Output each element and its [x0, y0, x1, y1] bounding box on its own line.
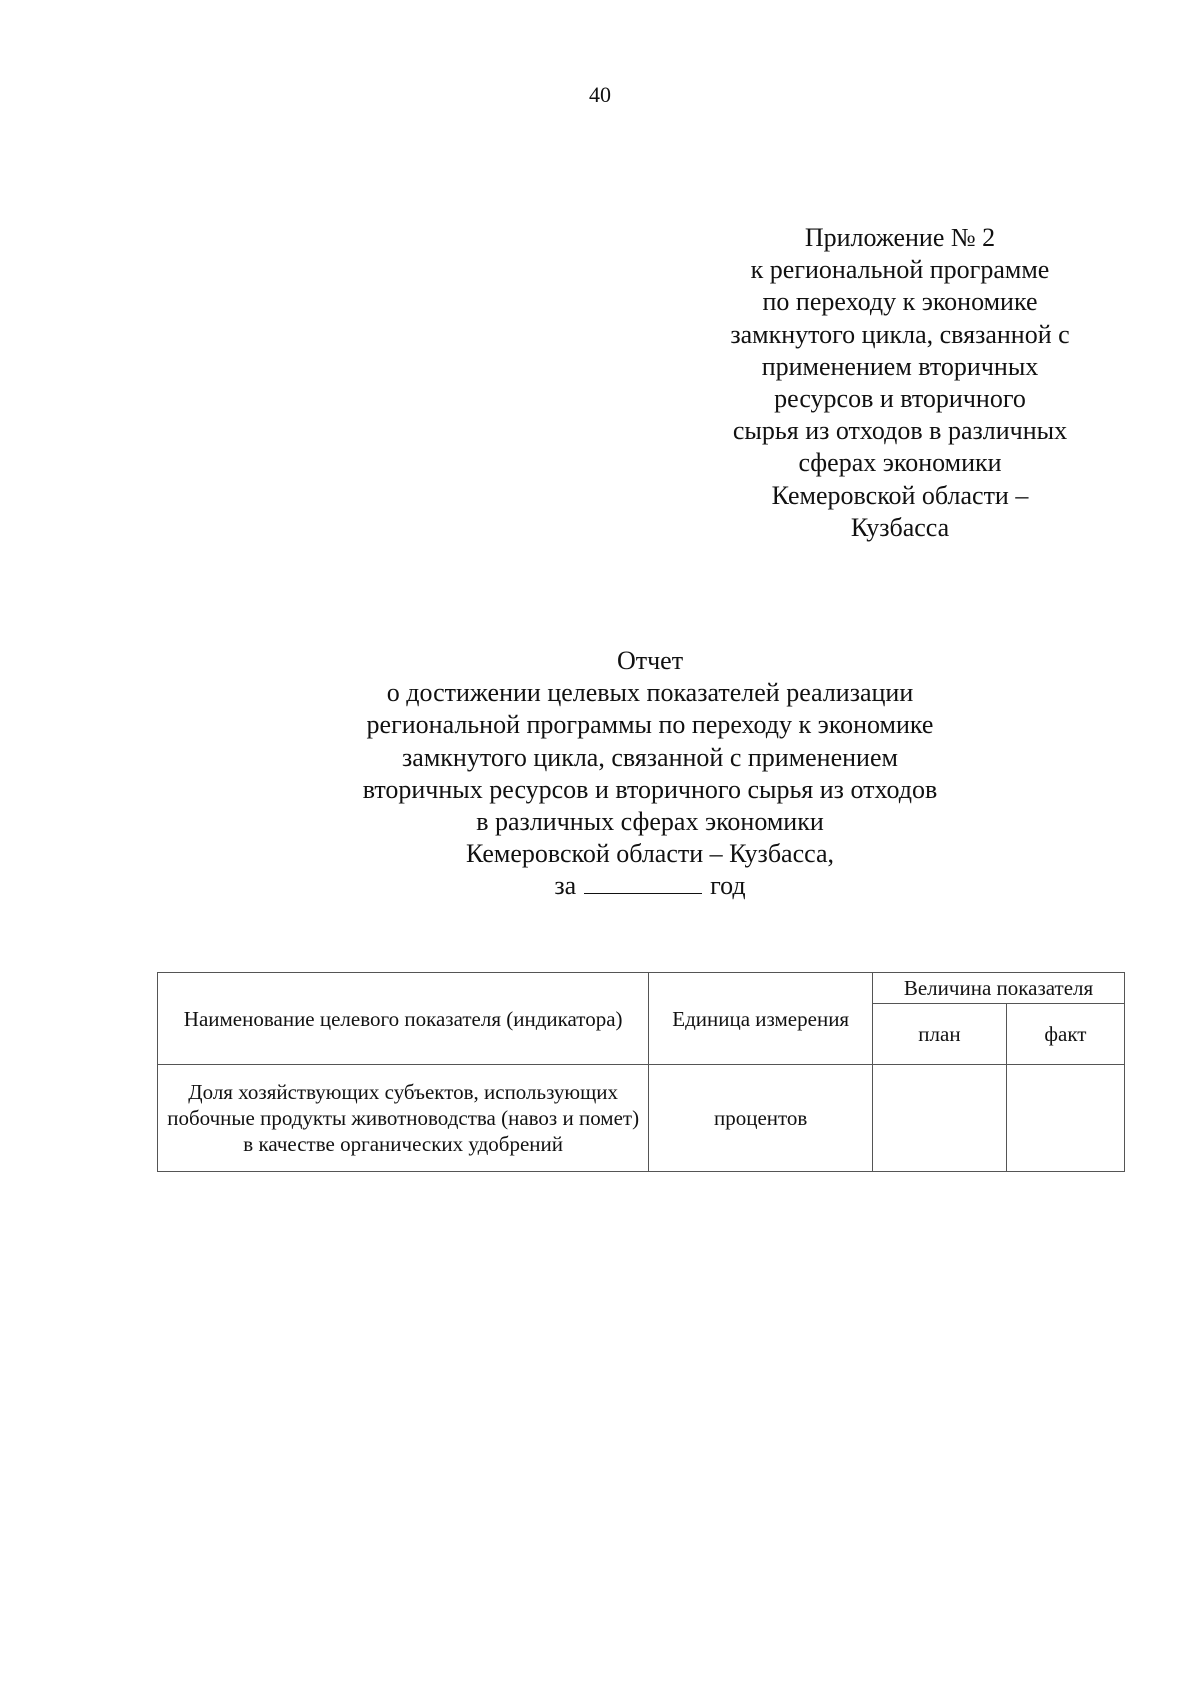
report-title-line: замкнутого цикла, связанной с применением — [402, 742, 898, 772]
report-period-suffix: год — [710, 871, 746, 901]
appendix-line: применением вторичных — [761, 351, 1039, 381]
report-title-line: в различных сферах экономики — [476, 807, 824, 837]
report-period-prefix: за — [554, 871, 577, 901]
indicator-name-cell: Доля хозяйствующих субъектов, использующих побочные продукты животноводства (навоз и помет) в качестве органических удобрений — [158, 1065, 649, 1172]
report-title-line: региональной программы по переходу к экономике — [366, 710, 934, 740]
appendix-line: к региональной программе — [750, 255, 1050, 285]
header-plan: план — [873, 1004, 1007, 1065]
table-row — [158, 1065, 1125, 1172]
appendix-line: замкнутого цикла, связанной с — [730, 319, 1070, 349]
report-title-line: вторичных ресурсов и вторичного сырья из отходов — [362, 774, 938, 804]
indicator-unit-cell: процентов — [649, 1065, 873, 1172]
report-title — [300, 645, 1000, 903]
indicator-plan-cell — [873, 1065, 1007, 1172]
appendix-line: Кузбасса — [850, 512, 950, 542]
appendix-header — [700, 222, 1100, 544]
report-title-line: о достижении целевых показателей реализации — [386, 678, 914, 708]
header-fact: факт — [1006, 1004, 1124, 1065]
header-unit: Единица измерения — [649, 973, 873, 1065]
page-number: 40 — [589, 82, 611, 107]
appendix-line: Приложение № 2 — [804, 223, 996, 252]
report-title-line: Отчет — [616, 646, 684, 675]
year-blank-line — [584, 871, 702, 894]
appendix-line: сырья из отходов в различных — [732, 416, 1068, 446]
indicator-fact-cell — [1006, 1065, 1124, 1172]
appendix-line: Кемеровской области – — [771, 480, 1029, 510]
appendix-line: ресурсов и вторичного — [774, 384, 1026, 414]
appendix-line: по переходу к экономике — [762, 287, 1038, 317]
report-title-line: Кемеровской области – Кузбасса, — [465, 839, 835, 869]
appendix-line: сферах экономики — [798, 448, 1002, 478]
header-value-group: Величина показателя — [873, 973, 1125, 1004]
indicators-table — [157, 972, 1125, 1172]
report-period — [300, 870, 1000, 902]
header-indicator-name: Наименование целевого показателя (индикатора) — [158, 973, 649, 1065]
